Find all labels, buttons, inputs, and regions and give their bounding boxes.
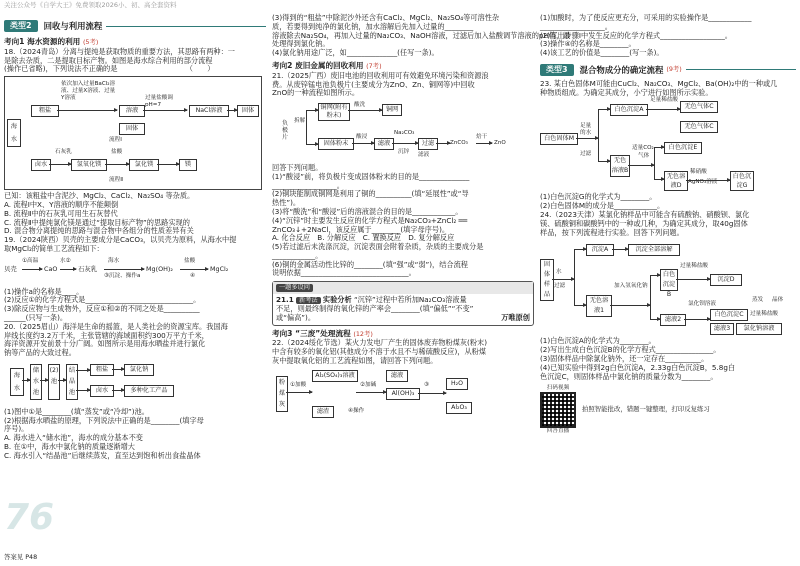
question-23-subs: (1)白色沉淀G的化学式为________。 (2)白色固体M的成分是____________。 [540,192,665,211]
section-badge: 类型2 [4,20,38,32]
variant-question-box: 一题多设问 21.1 新考法 实验分析 “沉锌”过程中若所加Na₂CO₃溶液量 不足，则最终制得的氧化锌的产率会________(填“偏低”“不变” 或“偏高”)。 万唯原创 [272,281,534,325]
node-haishui: 海水 [7,119,21,147]
watermark: 关注公众号《自学大王》免费领取2026小、初、高全套资料 [4,1,177,9]
option-d: D. 混合物分离提纯的思路与混合物中各组分的性质差异有关 [4,226,194,236]
section-type3-header: 类型3 混合物成分的确定流程 (9考) [540,62,796,78]
question-24: 24.（2023天津）某氯化钠样品中可能含有硫酸钠、硝酸钡、氯化 镁、硫酸铜和碳酸钙中的一种或几种，为确定其成分，取40g固体 样品，按下列流程进行实验。回答下列问题。 [540,210,750,237]
question-18: 18.（2024青岛）分离与提纯是获取物质的重要方法，其思路有两种：一 是除去杂质，二是提取目标产物。如图是海水综合利用的部分流程 (操作已省略)，下列说法不正确的是 （ ） [4,46,235,74]
question-20-subs: (1)图中①是________(填“蒸发”或“冷却”)池。 (2)根据海水晒盐的原理，下列说法中正确的是________(填字母 序号)。 A. 海水进入“储水池”，海水的成分基本不变 B. 在①中，海水中氯化钠的质量逐渐增大 C. 海水引入“结晶池”后继续蒸发，直至达到饱和析出食盐晶体 [4,406,204,460]
node-mg: 镁 [179,159,197,171]
variant-tag: 一题多设问 [276,284,313,292]
node-mgoh: 氢氧化镁 [71,159,107,171]
diagram-q24: 固体样品 水 过滤 沉淀A 沉淀全部溶解 无色溶液1 加入氢氧化钠 白色沉淀B 过量稀盐酸 沉淀D 滤液2 氯化钡溶液 白色沉淀C 滤液3 过量稀盐酸 氯化钠溶液 蒸发 晶体 [540,239,790,335]
section-type2-header [4,18,266,34]
node-rongye: 溶液 [119,105,145,117]
node-mgcl: 氯化镁 [129,159,159,171]
node-cuyan: 粗盐 [31,105,59,117]
diagram-q18 [4,76,262,190]
page-number: 76 [4,497,55,539]
qr-section [540,385,796,435]
label-add-reagents: 依次加入过量BaCl₂溶液、过量X溶液、过量Y溶液 [61,81,116,102]
left-column [4,14,266,566]
point2-header: 考向2 废旧金属的回收利用 (7考) [272,60,382,70]
question-19-subs: (1)操作a的名称是____。 (2)反应①的化学方程式是______________________________。 (3)除反应物与生成物外，反应①和②的不同之处是__________ ______(只写一条)。 [4,286,201,322]
diagram-q21: 负极片 拆解 铜网(附有粉末) 酸洗 铜网 固体粉末 酸浸 滤液 Na₂CO₃ 沉锌 过滤 滤液 ZnCO₃ 焙干 ZnO [282,102,506,159]
question-20-cont: (3)得到的“粗盐”中除泥沙外还含有CaCl₂、MgCl₂、Na₂SO₄等可溶性杂 质，若要得到纯净的氯化钠，加水溶解后先加入过量的________ 溶液除去Na₂SO₄，再加入过量的Na₂CO₃、NaOH溶液，过滤后加入盐酸调节溶液的pH值，最 处理得到氯化钠。 (4)氯化钠用途广泛，如______________(任写一条)。 [272,13,571,58]
diagram-q19: 贝壳 ①高温 CaO 水② 石灰乳 海水 ③沉淀、操作a Mg(OH)₂ 盐酸 ④ MgCl₂ [4,257,229,279]
node-guti: 固体 [237,105,259,117]
brand-label: 万唯原创 [501,312,530,322]
qr-code-icon[interactable] [540,392,576,428]
section-title: 回收与利用流程 [43,20,103,31]
right-column [540,14,796,566]
diagram-q22: 粉煤灰 ①加酸 Al₂(SO₄)₃溶液 滤渣 ②加碱 滤液 Al(OH)₃ ③ H₂O Al₂O₃ ④操作 [276,368,506,420]
label-liucheng1: 流程Ⅰ [109,137,122,144]
question-18-options: 已知：该粗盐中含泥沙、MgCl₂、CaCl₂、Na₂SO₄ 等杂质。 A. 流程Ⅰ中X、Y溶液的顺序不能颠倒 B. 流程Ⅱ中的石灰乳可用生石灰替代 C. 流程Ⅱ中提纯氯化镁是通过“提取目标产物”的思路实现的 D. 混合物分离提纯的思路与混合物中各组分的性质差异有关 [4,192,266,236]
point3-header: 考向3 “三废”处理流程 (12考) [272,328,373,338]
question-21-subs: 回答下列问题。 (1)“酸浸”前，将负极片变成固体粉末的目的是______________ __________________。 (2)铜块能制成铜网是利用了铜的__________(填“延展性”或“导 热性”)。 (3)将“酸洗”和“酸浸”后的溶液混合的目的是____________。 (4)“沉锌”时主要发生反应的化学方程式是Na₂CO₃+ZnCl₂ ══ ZnCO₃↓+2NaCl，该反应属于________(填字母序号)。 A. 化合反应 B. 分解反应 C. 置换反应 D. 复分解反应 (5)若过滤后未洗涤沉淀，沉淀表面会附着杂质，杂质的主要成分是 ____________。 (6)铜的金属活动性比锌的________(填“强”或“弱”)，结合流程 说明依据______________________________。 [272,163,484,278]
label-guolv: 过量盐酸调pH=7 [145,95,173,109]
label-liucheng2: 流程Ⅱ [109,177,123,184]
question-22-subs: (1)加酸时，为了使反应更充分，可采用的实验操作是____________ __________________。 (2)写出步骤Ⅰ中发生反应的化学方程式__________________。 (3)操作④的名称是________。 (4)该工艺的价值是________(写一条)。 [540,13,752,58]
node-guti2: 固体 [119,123,145,135]
option-b: B. 流程Ⅱ中的石灰乳可用生石灰替代 [4,208,118,218]
answer-footer: 答案见 P48 [4,553,38,562]
node-nacl: NaCl溶液 [189,105,229,117]
option-c: C. 流程Ⅱ中提纯氯化镁是通过“提取目标产物”的思路实现的 [4,217,190,227]
diagram-q23: 白色固体M 足量的水 白色沉淀A 足量稀盐酸 无色气体C 无色气体C 过滤 无色溶液B 适量CO₂ 气体 白色沉淀E 无色溶液D 稀硝酸 AgNO₃溶液 白色沉淀G [540,99,790,191]
question-20: 20.（2025眉山）海洋是生命的摇篮，是人类社会的资源宝库。我国海 岸线长度约3.2万千米，主张管辖的海域面积约300万平方千米， 海洋资源开发前景十分广阔。如图所示是用海水晒盐并进行氯化 钠等产品的大致过程。 [4,321,228,358]
question-22: 22.（2024绥化节选）某火力发电厂产生的固体废弃物粉煤灰(粉末) 中含有较多的氧化铝(其他成分不溶于水且不与稀硫酸反应)，从粉煤 灰中提取氧化铝的工艺流程如图，请回答下列问题。 [272,338,488,365]
qr-title: 扫码视频 [546,385,570,392]
option-a: A. 流程Ⅰ中X、Y溶液的顺序不能颠倒 [4,199,119,209]
question-19: 19.（2024陕西）贝壳的主要成分是CaCO₃，以贝壳为原料，从海水中提 取MgCl₂的简单工艺流程如下： [4,235,237,253]
question-23: 23. 某白色固体M可能由CuCl₂、Na₂CO₃、MgCl₂、Ba(OH)₂中的一种或几 种物质组成。为确定其成分，小宁进行如图所示实验。 [540,78,778,97]
label-yansuan: 盐酸 [111,149,123,156]
node-lushui: 卤水 [31,159,51,171]
diagram-q20: 海水 储水池 (2)池 结晶池 粗盐 氯化钠 卤水 多种化工产品 [4,360,204,406]
question-24-subs: (1)白色沉淀A的化学式为________。 (2)写出生成白色沉淀B的化学方程式________________。 (3)固体样品中除氯化钠外，还一定存在__________。 (4)已知实验中得到2g白色沉淀A，2.33g白色沉淀B，5.8g白 色沉淀C，则固体样品中氯化钠的质量分数为________。 [540,336,736,381]
qr-sub: 回答直播 [546,428,570,435]
label-shihui: 石灰乳 [55,149,72,156]
question-21: 21.（2025广西）废旧电池的回收利用可有效避免环境污染和资源浪 费。从废锌锰电池负极片(主要成分为ZnO、Zn、铜网等)中回收 ZnO的一种流程如图所示。 [272,70,489,98]
qr-caption: 拍照智能批改，错题一键整理，打印反复练习 [582,405,710,414]
point1-header: 考向1 海水资源的利用 (5考) [4,37,99,46]
